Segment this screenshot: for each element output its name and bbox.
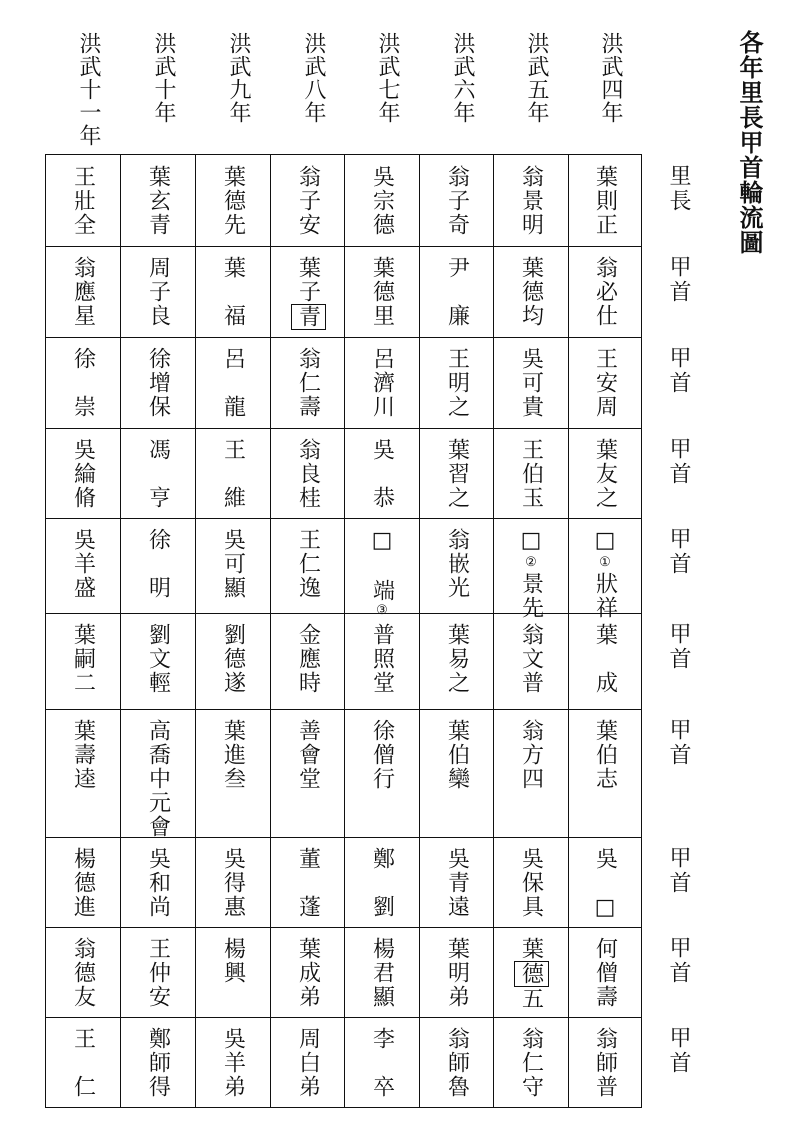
person-name — [291, 256, 326, 330]
person-name: 徐 崇 — [70, 347, 96, 419]
name-cell — [568, 837, 642, 927]
person-name: 葉德均 — [518, 256, 544, 328]
footnote-mark: ③ — [374, 603, 390, 620]
name-cell — [196, 428, 270, 518]
name-cell — [271, 518, 345, 613]
name-cell — [345, 155, 419, 246]
name-cell — [345, 1017, 419, 1109]
person-name: 徐 明 — [145, 528, 171, 600]
name-cell — [568, 709, 642, 837]
person-name: 翁必仕 — [592, 256, 618, 328]
person-name: 翁子奇 — [444, 165, 470, 237]
name-cell — [121, 155, 195, 246]
name-cell — [271, 613, 345, 709]
name-cell — [196, 337, 270, 428]
name-cell — [420, 927, 494, 1017]
person-name: 翁景明 — [518, 165, 544, 237]
name-cell — [271, 1017, 345, 1109]
name-cell — [46, 837, 120, 927]
person-name: 葉伯志 — [592, 719, 618, 791]
person-name: 翁方四 — [518, 719, 544, 791]
footnote-mark: ① — [597, 555, 613, 572]
name-cell — [494, 613, 568, 709]
boxed-char: 青 — [291, 304, 326, 330]
person-name: 吳青遠 — [444, 847, 470, 919]
person-name: 徐僧行 — [369, 719, 395, 791]
name-cell — [420, 518, 494, 613]
name-cell — [345, 927, 419, 1017]
person-name: 翁子安 — [295, 165, 321, 237]
name-cell — [494, 337, 568, 428]
person-name: 普照堂 — [369, 623, 395, 695]
person-name: 王 仁 — [70, 1027, 96, 1099]
person-name: 鄭師得 — [145, 1027, 171, 1099]
person-name: 翁仁守 — [518, 1027, 544, 1099]
name-cell — [196, 246, 270, 337]
name-cell — [345, 246, 419, 337]
name-char: 子 — [295, 280, 321, 304]
name-cell — [46, 518, 120, 613]
name-cell — [345, 837, 419, 927]
person-name: 葉進叁 — [220, 719, 246, 791]
name-char: 葉 — [518, 937, 544, 961]
person-name: 吳綸脩 — [70, 438, 96, 510]
person-name: 高喬中元會 — [145, 719, 171, 839]
year-header: 洪武十一年 — [76, 32, 101, 147]
person-name — [367, 528, 398, 620]
person-name: 鄭 劉 — [369, 847, 395, 919]
name-cell — [420, 613, 494, 709]
year-header: 洪武四年 — [598, 32, 623, 124]
name-cell — [46, 155, 120, 246]
person-name: 葉德里 — [369, 256, 395, 328]
name-cell — [494, 246, 568, 337]
name-char: □ — [592, 528, 618, 555]
name-cell — [568, 518, 642, 620]
name-cell — [196, 837, 270, 927]
person-name: 翁師普 — [592, 1027, 618, 1099]
row-label: 甲首 — [666, 718, 691, 768]
name-cell — [345, 428, 419, 518]
person-name: 吳可貴 — [518, 347, 544, 419]
person-name: 王伯玉 — [518, 438, 544, 510]
name-cell — [568, 337, 642, 428]
name-cell — [121, 518, 195, 613]
name-char — [370, 555, 395, 579]
person-name: 葉德先 — [220, 165, 246, 237]
name-cell — [46, 709, 120, 837]
name-cell — [568, 246, 642, 337]
name-cell — [345, 709, 419, 837]
boxed-char: 德 — [514, 961, 549, 987]
person-name: 翁師魯 — [444, 1027, 470, 1099]
person-name: 葉伯欒 — [444, 719, 470, 791]
name-cell — [271, 709, 345, 837]
name-char: □ — [518, 528, 544, 555]
person-name: 吳羊弟 — [220, 1027, 246, 1099]
person-name: 吳羊盛 — [70, 528, 96, 600]
name-cell — [420, 837, 494, 927]
name-cell — [121, 246, 195, 337]
name-cell — [271, 337, 345, 428]
row-label: 甲首 — [666, 346, 691, 396]
name-cell — [494, 1017, 568, 1109]
name-cell — [271, 837, 345, 927]
name-cell — [196, 709, 270, 837]
name-cell — [494, 709, 568, 837]
person-name: 吳得惠 — [220, 847, 246, 919]
person-name: 葉成弟 — [295, 937, 321, 1009]
person-name: 葉 福 — [220, 256, 246, 328]
person-name: 葉壽逵 — [70, 719, 96, 791]
name-cell — [121, 428, 195, 518]
name-cell — [196, 155, 270, 246]
row-label: 甲首 — [666, 255, 691, 305]
person-name — [514, 937, 549, 1011]
name-cell — [420, 246, 494, 337]
person-name: 葉 成 — [592, 623, 618, 695]
row-label: 甲首 — [666, 622, 691, 672]
person-name: 金應時 — [295, 623, 321, 695]
person-name: 翁良桂 — [295, 438, 321, 510]
person-name: 葉玄青 — [145, 165, 171, 237]
person-name: 翁德友 — [70, 937, 96, 1009]
person-name: 何僧壽 — [592, 937, 618, 1009]
person-name: 葉易之 — [444, 623, 470, 695]
person-name: 王仁逸 — [295, 528, 321, 600]
name-cell — [121, 837, 195, 927]
person-name: 葉則正 — [592, 165, 618, 237]
person-name: 尹 廉 — [444, 256, 470, 328]
name-cell — [568, 613, 642, 709]
name-cell — [494, 428, 568, 518]
name-cell — [46, 613, 120, 709]
name-cell — [345, 337, 419, 428]
name-cell — [420, 1017, 494, 1109]
name-cell — [196, 518, 270, 613]
person-name: 王安周 — [592, 347, 618, 419]
person-name: 吳 □ — [592, 847, 618, 922]
name-cell — [420, 155, 494, 246]
person-name: 葉明弟 — [444, 937, 470, 1009]
person-name: 善會堂 — [295, 719, 321, 791]
person-name: 王 維 — [220, 438, 246, 510]
name-cell — [271, 246, 345, 337]
name-cell — [494, 518, 568, 620]
name-cell — [121, 337, 195, 428]
name-char: 景 — [518, 572, 544, 596]
person-name: 李 卒 — [369, 1027, 395, 1099]
year-header: 洪武十年 — [151, 32, 176, 124]
person-name: 吳保具 — [518, 847, 544, 919]
name-cell — [494, 155, 568, 246]
name-char: 先 — [518, 596, 544, 620]
name-cell — [271, 428, 345, 518]
row-label: 甲首 — [666, 846, 691, 896]
name-cell — [46, 337, 120, 428]
roster-table — [45, 154, 642, 1108]
year-header: 洪武九年 — [226, 32, 251, 124]
year-header: 洪武六年 — [450, 32, 475, 124]
name-char: 葉 — [295, 256, 321, 280]
name-cell — [420, 337, 494, 428]
person-name: 王壯全 — [70, 165, 96, 237]
person-name: 劉德遂 — [220, 623, 246, 695]
person-name: 翁嵌光 — [444, 528, 470, 600]
person-name: 劉文輕 — [145, 623, 171, 695]
name-cell — [121, 1017, 195, 1109]
person-name: 翁仁壽 — [295, 347, 321, 419]
name-cell — [568, 927, 642, 1017]
name-cell — [345, 518, 419, 620]
person-name: 楊德進 — [70, 847, 96, 919]
person-name: 周子良 — [145, 256, 171, 328]
person-name: 翁文普 — [518, 623, 544, 695]
name-cell — [46, 927, 120, 1017]
name-cell — [46, 428, 120, 518]
person-name: 王明之 — [444, 347, 470, 419]
person-name: 董 蓬 — [295, 847, 321, 919]
name-cell — [568, 428, 642, 518]
person-name: 葉友之 — [592, 438, 618, 510]
name-char: 五 — [518, 987, 544, 1011]
person-name: 楊君顯 — [369, 937, 395, 1009]
person-name — [590, 528, 621, 620]
name-char: 端 — [369, 579, 395, 603]
name-cell — [494, 837, 568, 927]
name-cell — [121, 613, 195, 709]
row-label: 甲首 — [666, 527, 691, 577]
person-name: 楊興 — [220, 937, 246, 985]
row-label: 甲首 — [666, 437, 691, 487]
name-char: □ — [369, 528, 395, 555]
name-char: 狀 — [592, 572, 618, 596]
person-name: 葉習之 — [444, 438, 470, 510]
year-header: 洪武八年 — [301, 32, 326, 124]
person-name: 吳可顯 — [220, 528, 246, 600]
name-cell — [46, 246, 120, 337]
name-cell — [196, 927, 270, 1017]
person-name: 王仲安 — [145, 937, 171, 1009]
name-cell — [121, 709, 195, 837]
year-header: 洪武五年 — [524, 32, 549, 124]
year-header: 洪武七年 — [375, 32, 400, 124]
person-name: 周白弟 — [295, 1027, 321, 1099]
footnote-mark: ② — [523, 555, 539, 572]
name-cell — [271, 155, 345, 246]
person-name: 吳和尚 — [145, 847, 171, 919]
person-name: 葉嗣二 — [70, 623, 96, 695]
person-name: 呂 龍 — [220, 347, 246, 419]
person-name: 翁應星 — [70, 256, 96, 328]
name-cell — [494, 927, 568, 1017]
person-name: 馮 亨 — [145, 438, 171, 510]
row-label: 甲首 — [666, 936, 691, 986]
name-cell — [568, 1017, 642, 1109]
page-title: 各年里長甲首輪流圖 — [735, 30, 764, 255]
name-cell — [121, 927, 195, 1017]
person-name: 呂濟川 — [369, 347, 395, 419]
name-cell — [46, 1017, 120, 1109]
name-cell — [420, 428, 494, 518]
person-name: 吳 恭 — [369, 438, 395, 510]
row-label: 里長 — [666, 164, 691, 214]
name-cell — [420, 709, 494, 837]
person-name: 吳宗德 — [369, 165, 395, 237]
person-name — [516, 528, 547, 620]
name-char: 祥 — [592, 596, 618, 620]
person-name: 徐增保 — [145, 347, 171, 419]
name-cell — [196, 1017, 270, 1109]
name-cell — [345, 613, 419, 709]
row-label: 甲首 — [666, 1026, 691, 1076]
name-cell — [271, 927, 345, 1017]
name-cell — [196, 613, 270, 709]
name-cell — [568, 155, 642, 246]
